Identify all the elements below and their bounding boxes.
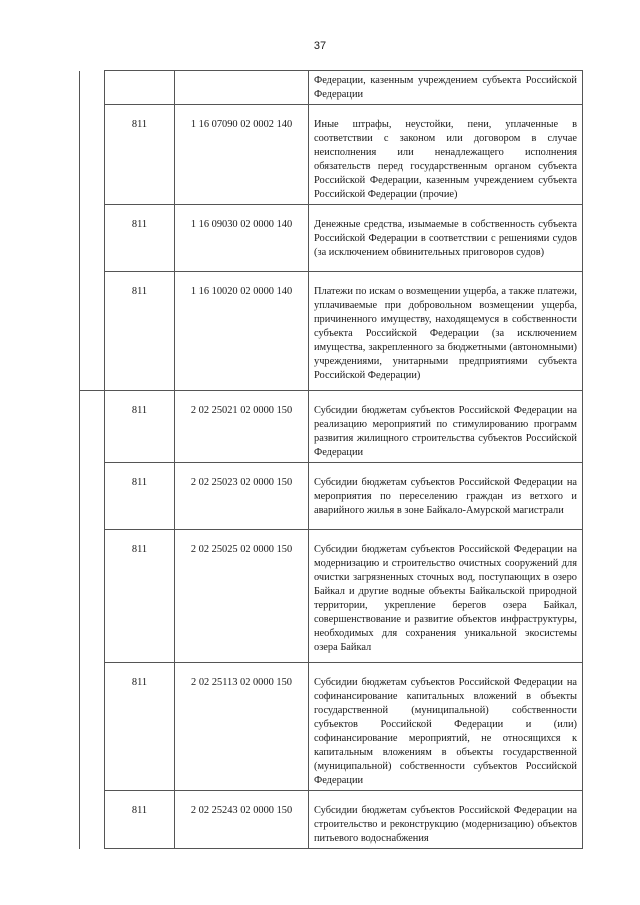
kbk-code-cell: 2 02 25021 02 0000 150 <box>175 391 309 463</box>
table-row <box>80 530 583 663</box>
table-row <box>80 663 583 791</box>
description-cell: Платежи по искам о возмещении ущерба, а также платежи, уплачиваемые при добровольном возмещении ущерба, причиненного имуществу, находящемуся в собственности субъекта Российской Федерации (за исключением имущества, закрепленного за бюджетными (автономными) учреждениями, унитарными предприятиями субъекта Российской Федерации) <box>309 272 583 391</box>
table-row <box>80 71 583 105</box>
empty-cell <box>80 391 105 463</box>
description-cell: Иные штрафы, неустойки, пени, уплаченные в соответствии с законом или договором в случае неисполнения или ненадлежащего исполнения обязательств перед государственным органом субъекта Российской Федерации, казенным учреждением субъекта Российской Федерации (прочие) <box>309 105 583 205</box>
description-cell: Субсидии бюджетам субъектов Российской Федерации на реализацию мероприятий по стимулированию программ развития жилищного строительства субъектов Российской Федерации <box>309 391 583 463</box>
admin-code-cell: 811 <box>105 272 175 391</box>
empty-cell <box>80 791 105 849</box>
empty-cell <box>80 463 105 530</box>
kbk-code-cell: 2 02 25023 02 0000 150 <box>175 463 309 530</box>
kbk-code-cell: 1 16 10020 02 0000 140 <box>175 272 309 391</box>
empty-cell <box>80 663 105 791</box>
kbk-code-cell: 2 02 25243 02 0000 150 <box>175 791 309 849</box>
empty-cell <box>80 205 105 272</box>
empty-cell <box>80 272 105 391</box>
admin-code-cell: 811 <box>105 105 175 205</box>
kbk-code-cell: 1 16 07090 02 0002 140 <box>175 105 309 205</box>
admin-code-cell: 811 <box>105 530 175 663</box>
page-number: 37 <box>313 40 327 52</box>
kbk-code-cell: 2 02 25025 02 0000 150 <box>175 530 309 663</box>
description-cell: Субсидии бюджетам субъектов Российской Федерации на модернизацию и строительство очистных сооружений для очистки загрязненных сточных вод, поступающих в озеро Байкал и другие водные объекты Байкальской природной территории, укрепление берегов озера Байкал, совершенствование и развитие объектов инфраструктуры, необходимых для сохранения уникальной экосистемы озера Байкал <box>309 530 583 663</box>
description-cell: Денежные средства, изымаемые в собственность субъекта Российской Федерации в соответствии с решениями судов (за исключением обвинительных приговоров судов) <box>309 205 583 272</box>
empty-cell <box>80 530 105 663</box>
kbk-code-cell: 1 16 09030 02 0000 140 <box>175 205 309 272</box>
empty-cell <box>80 71 105 105</box>
description-cell: Субсидии бюджетам субъектов Российской Федерации на строительство и реконструкцию (модернизацию) объектов питьевого водоснабжения <box>309 791 583 849</box>
table-row <box>80 205 583 272</box>
kbk-code-cell <box>175 71 309 105</box>
admin-code-cell: 811 <box>105 663 175 791</box>
table-row <box>80 791 583 849</box>
empty-cell <box>80 105 105 205</box>
budget-revenue-table <box>79 70 583 849</box>
table-row <box>80 391 583 463</box>
admin-code-cell: 811 <box>105 391 175 463</box>
description-cell: Федерации, казенным учреждением субъекта Российской Федерации <box>309 71 583 105</box>
admin-code-cell: 811 <box>105 205 175 272</box>
table-row <box>80 105 583 205</box>
admin-code-cell <box>105 71 175 105</box>
admin-code-cell: 811 <box>105 463 175 530</box>
admin-code-cell: 811 <box>105 791 175 849</box>
kbk-code-cell: 2 02 25113 02 0000 150 <box>175 663 309 791</box>
table-row <box>80 463 583 530</box>
table-row <box>80 272 583 391</box>
description-cell: Субсидии бюджетам субъектов Российской Федерации на мероприятия по переселению граждан из ветхого и аварийного жилья в зоне Байкало-Амурской магистрали <box>309 463 583 530</box>
description-cell: Субсидии бюджетам субъектов Российской Федерации на софинансирование капитальных вложений в объекты государственной (муниципальной) собственности субъектов Российской Федерации и (или) софинансирование мероприятий, не относящихся к капитальным вложениям в объекты государственной (муниципальной) собственности субъектов Российской Федерации <box>309 663 583 791</box>
